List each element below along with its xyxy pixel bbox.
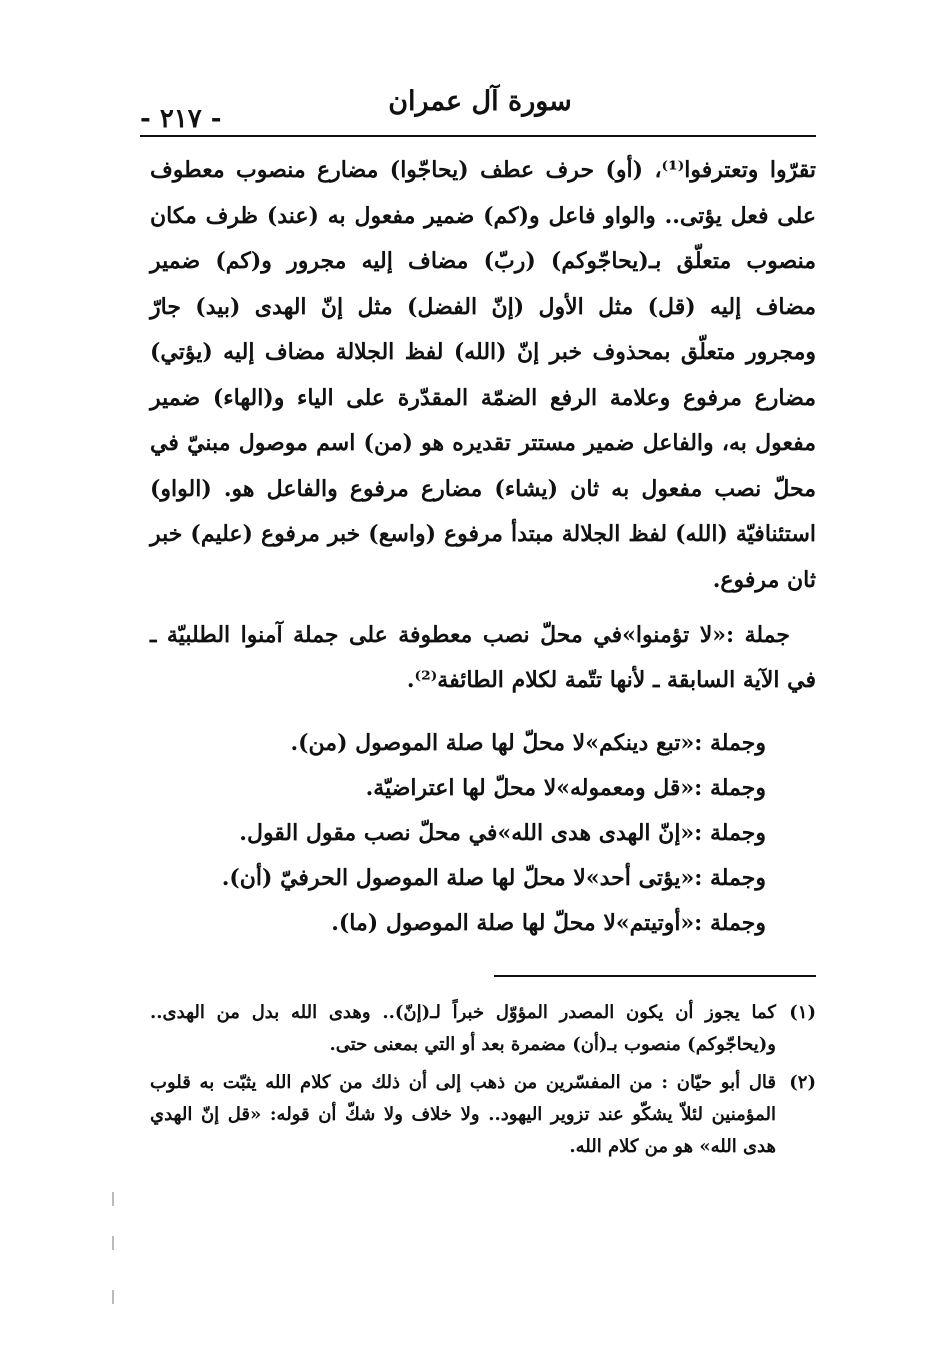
- list-item: وجملة :«قل ومعموله»لا محلّ لها اعتراضيّة.: [365, 775, 766, 801]
- footnote: [150, 1067, 816, 1163]
- list-item: وجملة :«يؤتى أحد»لا محلّ لها صلة الموصول الحرفيّ (أن).: [221, 865, 766, 891]
- scan-mark: [112, 1192, 114, 1206]
- footnote-number: (١): [789, 1002, 816, 1023]
- list-item: وجملة :«إنّ الهدى هدى الله»في محلّ نصب مقول القول.: [239, 820, 766, 846]
- surah-title: سورة آل عمران: [388, 86, 572, 117]
- footnote-divider: [494, 975, 816, 977]
- sentence-list: [150, 721, 816, 946]
- page-number: - ٢١٧ -: [140, 104, 222, 134]
- scan-mark: [112, 1236, 114, 1250]
- list-item: وجملة :«أوتيتم»لا محلّ لها صلة الموصول (ما).: [331, 910, 766, 936]
- list-item: وجملة :«تبع دينكم»لا محلّ لها صلة الموصول (من).: [290, 730, 766, 756]
- paragraph: تقرّوا وتعترفوا⁽¹⁾، (أو) حرف عطف (يحاجّوا) مضارع منصوب معطوف على فعل يؤتى.. والواو فاعل و(كم) ضمير مفعول به (عند) ظرف مكان منصوب متعلّق بـ(يحاجّوكم) (ربّ) مضاف إليه مجرور و(كم) ضمير مضاف إليه (قل) مثل الأول (إنّ الفضل) مثل إنّ الهدى (بيد) جارّ ومجرور متعلّق بمحذوف خبر إنّ (الله) لفظ الجلالة مضاف إليه (يؤتي) مضارع مرفوع وعلامة الرفع الضمّة المقدّرة على الياء و(الهاء) ضمير مفعول به، والفاعل ضمير مستتر تقديره هو (من) اسم موصول مبنيّ في محلّ نصب مفعول به ثان (يشاء) مضارع مرفوع والفاعل هو. (الواو) استئنافيّة (الله) لفظ الجلالة مبتدأ مرفوع (واسع) خبر مرفوع (عليم) خبر ثان مرفوع.: [150, 157, 816, 593]
- scan-mark: [112, 1290, 114, 1304]
- footnote-text: قال أبو حيّان : من المفسّرين من ذهب إلى أن ذلك من كلام الله يثبّت به قلوب المؤمنين لئلاّ يشكّو عند تزوير اليهود.. ولا خلاف ولا شكّ أن قوله: «قل إنّ الهدي هدى الله» هو من كلام الله.: [150, 1072, 776, 1157]
- footnote: [150, 997, 816, 1061]
- footnote-text: كما يجوز أن يكون المصدر المؤوّل خبراً لـ(إنّ).. وهدى الله بدل من الهدى.. و(يحاجّوكم) منصوب بـ(أن) مضمرة بعد أو التي بمعنى حتى.: [150, 1002, 776, 1055]
- paragraph: جملة :«لا تؤمنوا»في محلّ نصب معطوفة على جملة آمنوا الطلبيّة ـ في الآية السابقة ـ لأنها تتّمة لكلام الطائفة⁽²⁾.: [150, 622, 816, 693]
- header-divider: [140, 135, 816, 137]
- main-text: [150, 148, 816, 946]
- footnotes: [150, 997, 816, 1169]
- footnote-number: (٢): [789, 1072, 816, 1093]
